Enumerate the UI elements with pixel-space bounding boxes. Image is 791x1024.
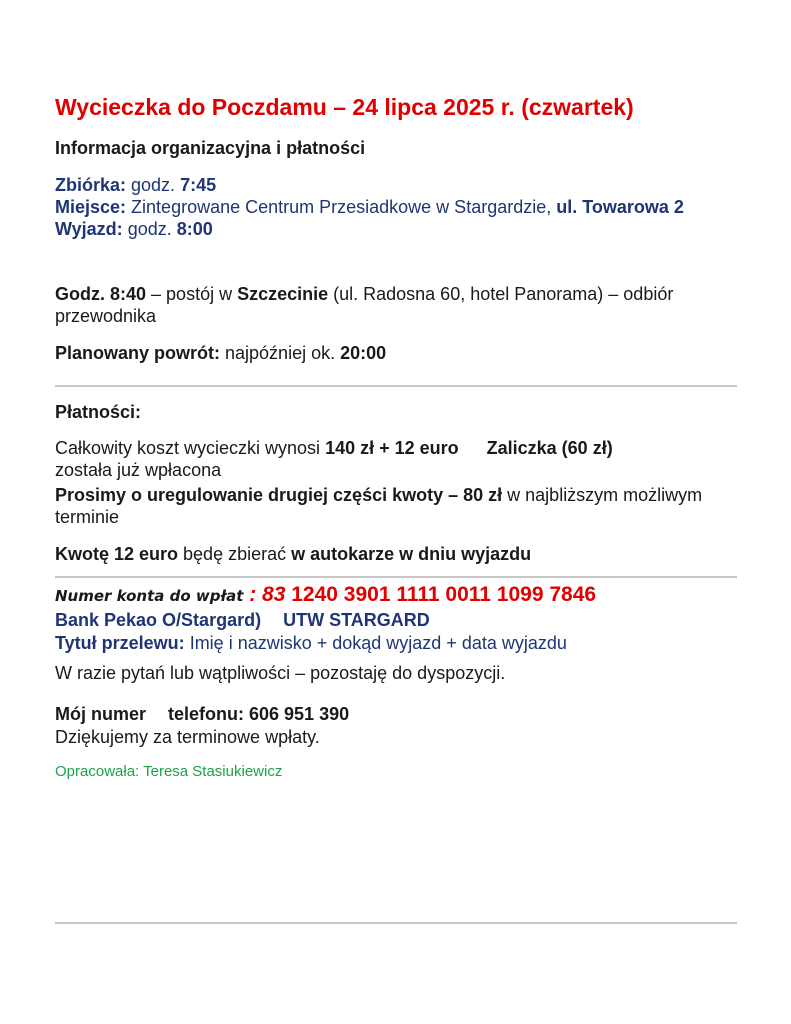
cost-text: Całkowity koszt wycieczki wynosi — [55, 438, 326, 458]
gather-label: Zbiórka: — [55, 175, 127, 195]
depart-text: godz. — [122, 219, 177, 239]
subtitle: Informacja organizacyjna i płatności — [55, 138, 366, 158]
author-line: Opracowała: Teresa Stasiukiewicz — [55, 763, 283, 780]
account-number: 1240 3901 1111 0011 1099 7846 — [285, 583, 597, 606]
depart-time: 8:00 — [176, 219, 213, 239]
transfer-text: Imię i nazwisko + dokąd wyjazd + data wyjazdu — [184, 633, 567, 653]
return-text: najpóźniej ok. — [220, 343, 341, 363]
place-line — [55, 196, 737, 218]
page-title: Wycieczka do Poczdamu – 24 lipca 2025 r. (czwartek) — [55, 94, 634, 120]
euro-text: będę zbierać — [178, 544, 292, 564]
divider-2 — [55, 576, 737, 578]
stop-time: Godz. 8:40 — [55, 284, 147, 304]
transfer-line — [55, 632, 737, 654]
account-line — [55, 583, 737, 609]
payment-request — [55, 484, 715, 528]
transfer-label: Tytuł przelewu: — [55, 633, 185, 653]
divider-1 — [55, 385, 737, 387]
euro-line — [55, 543, 737, 565]
payments-cost-line — [55, 437, 737, 459]
bank-org: UTW STARGARD — [283, 610, 430, 630]
return-label: Planowany powrót: — [55, 343, 221, 363]
return-line — [55, 342, 737, 364]
return-time: 20:00 — [340, 343, 387, 363]
phone-label: Mój numer — [55, 704, 147, 724]
bank-name: Bank Pekao O/Stargard) — [55, 610, 262, 630]
questions-line: W razie pytań lub wątpliwości – pozostaję do dyspozycji. — [55, 663, 506, 683]
cost-value: 140 zł + 12 euro — [325, 438, 459, 458]
thanks-line: Dziękujemy za terminowe wpłaty. — [55, 727, 320, 747]
divider-3 — [55, 922, 737, 924]
euro-bold1: Kwotę 12 euro — [55, 544, 179, 564]
account-separator: : — [243, 583, 263, 606]
meeting-block — [55, 174, 737, 240]
stop-line — [55, 283, 725, 327]
gather-time: 7:45 — [180, 175, 217, 195]
place-text: Zintegrowane Centrum Przesiadkowe w Stargardzie, — [126, 197, 557, 217]
stop-text1: – postój w — [146, 284, 238, 304]
advance-text: została już wpłacona — [55, 460, 222, 480]
gather-line — [55, 174, 737, 196]
place-label: Miejsce: — [55, 197, 127, 217]
stop-city: Szczecinie — [237, 284, 329, 304]
bank-line — [55, 609, 737, 631]
account-label: Numer konta do wpłat — [55, 587, 244, 605]
place-street: ul. Towarowa 2 — [556, 197, 684, 217]
account-number-prefix: 83 — [262, 583, 286, 606]
phone-line — [55, 703, 737, 725]
request-text: w najbliższym możliwym terminie — [55, 485, 703, 527]
depart-line — [55, 218, 737, 240]
euro-bold2: w autokarze w dniu wyjazdu — [291, 544, 532, 564]
depart-label: Wyjazd: — [55, 219, 123, 239]
phone-value: telefonu: 606 951 390 — [168, 704, 350, 724]
advance-label: Zaliczka (60 zł) — [486, 438, 613, 458]
gather-text: godz. — [126, 175, 181, 195]
request-bold: Prosimy o uregulowanie drugiej części kwoty – 80 zł — [55, 485, 503, 505]
payments-heading: Płatności: — [55, 402, 142, 422]
stop-text2: (ul. Radosna 60, hotel Panorama) – odbiór przewodnika — [55, 284, 674, 326]
